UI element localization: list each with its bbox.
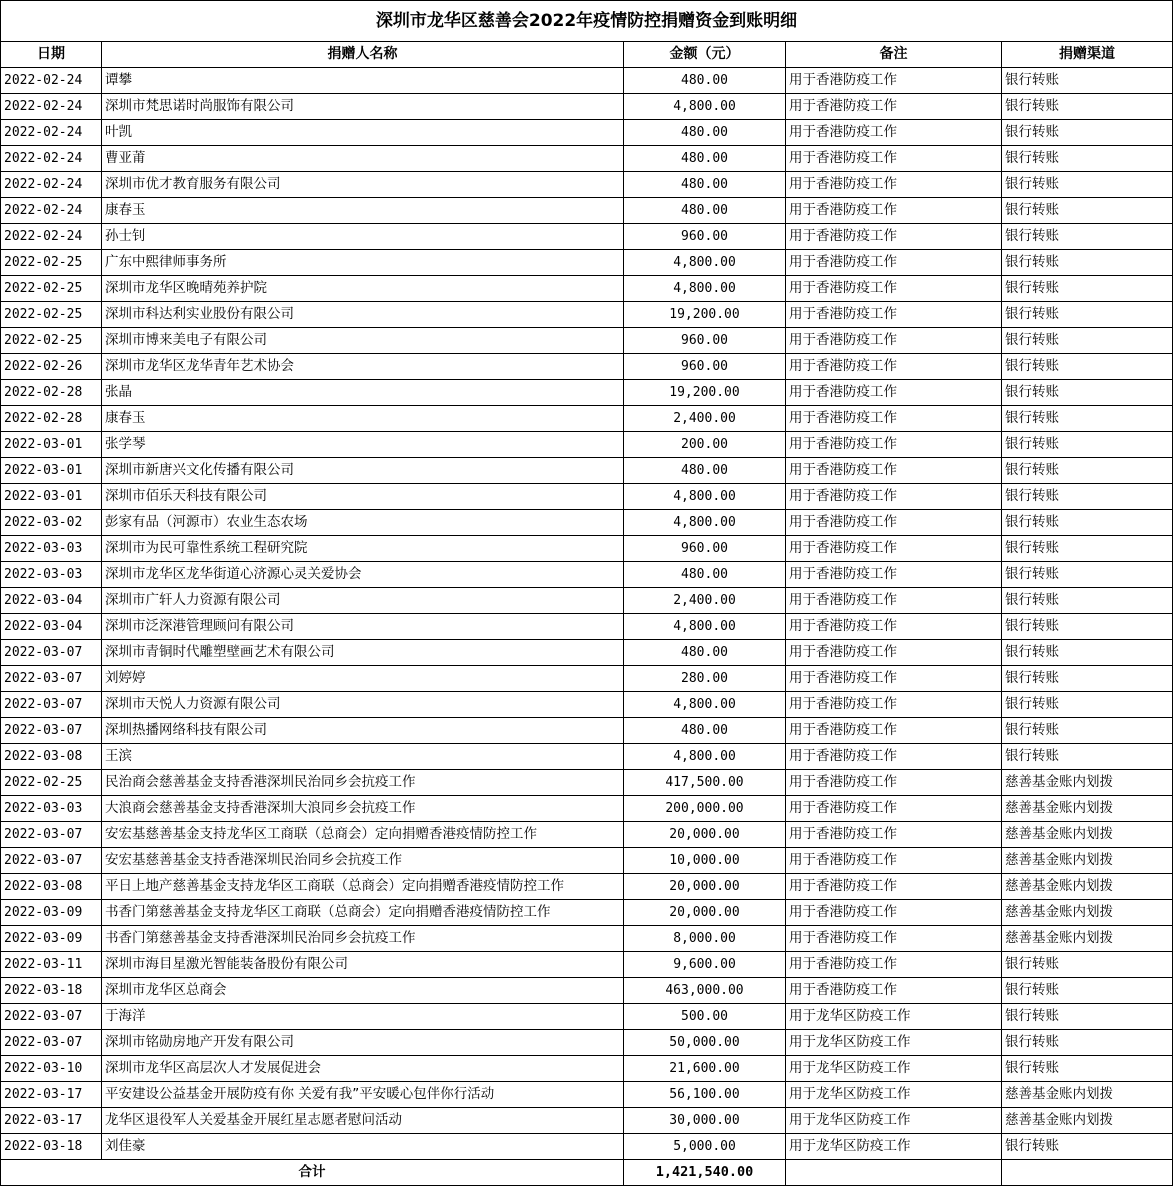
date-cell: 2022-03-04 (1, 614, 102, 640)
table-row (1, 874, 1173, 900)
remark-cell: 用于香港防疫工作 (786, 458, 1002, 484)
header-date: 日期 (1, 42, 102, 68)
date-cell: 2022-02-25 (1, 250, 102, 276)
donor-name-cell: 张晶 (102, 380, 624, 406)
table-row (1, 380, 1173, 406)
table-row (1, 250, 1173, 276)
date-cell: 2022-02-26 (1, 354, 102, 380)
donor-name-cell: 平安建设公益基金开展防疫有你 关爱有我”平安暖心包伴你行活动 (102, 1082, 624, 1108)
date-cell: 2022-03-18 (1, 1134, 102, 1160)
remark-cell: 用于香港防疫工作 (786, 900, 1002, 926)
donor-name-cell: 康春玉 (102, 198, 624, 224)
total-amount: 1,421,540.00 (624, 1160, 786, 1186)
amount-cell: 50,000.00 (624, 1030, 786, 1056)
remark-cell: 用于香港防疫工作 (786, 406, 1002, 432)
date-cell: 2022-03-07 (1, 848, 102, 874)
remark-cell: 用于香港防疫工作 (786, 172, 1002, 198)
date-cell: 2022-02-24 (1, 198, 102, 224)
channel-cell: 慈善基金账内划拨 (1002, 900, 1173, 926)
channel-cell: 银行转账 (1002, 406, 1173, 432)
donor-name-cell: 深圳市天悦人力资源有限公司 (102, 692, 624, 718)
amount-cell: 8,000.00 (624, 926, 786, 952)
date-cell: 2022-02-28 (1, 380, 102, 406)
donor-name-cell: 深圳市新唐兴文化传播有限公司 (102, 458, 624, 484)
remark-cell: 用于香港防疫工作 (786, 640, 1002, 666)
title-row (1, 1, 1173, 42)
amount-cell: 480.00 (624, 172, 786, 198)
date-cell: 2022-03-01 (1, 432, 102, 458)
remark-cell: 用于香港防疫工作 (786, 692, 1002, 718)
remark-cell: 用于香港防疫工作 (786, 510, 1002, 536)
donor-name-cell: 深圳市为民可靠性系统工程研究院 (102, 536, 624, 562)
donor-name-cell: 深圳市海目星激光智能装备股份有限公司 (102, 952, 624, 978)
date-cell: 2022-03-18 (1, 978, 102, 1004)
channel-cell: 银行转账 (1002, 458, 1173, 484)
amount-cell: 19,200.00 (624, 380, 786, 406)
table-row (1, 640, 1173, 666)
channel-cell: 慈善基金账内划拨 (1002, 822, 1173, 848)
channel-cell: 银行转账 (1002, 1134, 1173, 1160)
remark-cell: 用于香港防疫工作 (786, 952, 1002, 978)
donor-name-cell: 深圳市优才教育服务有限公司 (102, 172, 624, 198)
amount-cell: 4,800.00 (624, 510, 786, 536)
remark-cell: 用于香港防疫工作 (786, 614, 1002, 640)
donor-name-cell: 深圳市青铜时代雕塑壁画艺术有限公司 (102, 640, 624, 666)
donor-name-cell: 深圳市佰乐天科技有限公司 (102, 484, 624, 510)
amount-cell: 200,000.00 (624, 796, 786, 822)
table-row (1, 68, 1173, 94)
date-cell: 2022-03-09 (1, 926, 102, 952)
amount-cell: 30,000.00 (624, 1108, 786, 1134)
channel-cell: 银行转账 (1002, 562, 1173, 588)
channel-cell: 银行转账 (1002, 640, 1173, 666)
channel-cell: 银行转账 (1002, 198, 1173, 224)
donor-name-cell: 龙华区退役军人关爱基金开展红星志愿者慰问活动 (102, 1108, 624, 1134)
date-cell: 2022-02-25 (1, 276, 102, 302)
table-row (1, 120, 1173, 146)
date-cell: 2022-03-17 (1, 1108, 102, 1134)
channel-cell: 银行转账 (1002, 432, 1173, 458)
remark-cell: 用于香港防疫工作 (786, 198, 1002, 224)
donor-name-cell: 深圳市龙华区龙华街道心济源心灵关爱协会 (102, 562, 624, 588)
channel-cell: 银行转账 (1002, 1004, 1173, 1030)
date-cell: 2022-03-01 (1, 484, 102, 510)
table-row (1, 432, 1173, 458)
donor-name-cell: 彭家有品（河源市）农业生态农场 (102, 510, 624, 536)
amount-cell: 480.00 (624, 68, 786, 94)
channel-cell: 银行转账 (1002, 68, 1173, 94)
table-row (1, 822, 1173, 848)
remark-cell: 用于香港防疫工作 (786, 822, 1002, 848)
table-row (1, 94, 1173, 120)
remark-cell: 用于香港防疫工作 (786, 848, 1002, 874)
remark-cell: 用于香港防疫工作 (786, 250, 1002, 276)
total-remark-empty (786, 1160, 1002, 1186)
donor-name-cell: 孙士钊 (102, 224, 624, 250)
date-cell: 2022-03-07 (1, 692, 102, 718)
remark-cell: 用于香港防疫工作 (786, 874, 1002, 900)
channel-cell: 银行转账 (1002, 250, 1173, 276)
remark-cell: 用于香港防疫工作 (786, 354, 1002, 380)
table-row (1, 172, 1173, 198)
remark-cell: 用于香港防疫工作 (786, 224, 1002, 250)
amount-cell: 5,000.00 (624, 1134, 786, 1160)
donor-name-cell: 广东中熙律师事务所 (102, 250, 624, 276)
donor-name-cell: 刘婷婷 (102, 666, 624, 692)
channel-cell: 银行转账 (1002, 380, 1173, 406)
donor-name-cell: 王滨 (102, 744, 624, 770)
date-cell: 2022-03-11 (1, 952, 102, 978)
table-row (1, 1134, 1173, 1160)
channel-cell: 慈善基金账内划拨 (1002, 926, 1173, 952)
date-cell: 2022-03-03 (1, 536, 102, 562)
remark-cell: 用于香港防疫工作 (786, 380, 1002, 406)
remark-cell: 用于香港防疫工作 (786, 120, 1002, 146)
donor-name-cell: 刘佳豪 (102, 1134, 624, 1160)
amount-cell: 4,800.00 (624, 744, 786, 770)
table-row (1, 1056, 1173, 1082)
date-cell: 2022-03-01 (1, 458, 102, 484)
channel-cell: 银行转账 (1002, 614, 1173, 640)
amount-cell: 480.00 (624, 640, 786, 666)
date-cell: 2022-02-25 (1, 328, 102, 354)
donor-name-cell: 书香门第慈善基金支持龙华区工商联（总商会）定向捐赠香港疫情防控工作 (102, 900, 624, 926)
amount-cell: 480.00 (624, 562, 786, 588)
donor-name-cell: 曹亚莆 (102, 146, 624, 172)
channel-cell: 银行转账 (1002, 692, 1173, 718)
donor-name-cell: 深圳市龙华区高层次人才发展促进会 (102, 1056, 624, 1082)
amount-cell: 56,100.00 (624, 1082, 786, 1108)
remark-cell: 用于香港防疫工作 (786, 926, 1002, 952)
table-row (1, 328, 1173, 354)
date-cell: 2022-03-07 (1, 822, 102, 848)
date-cell: 2022-03-10 (1, 1056, 102, 1082)
amount-cell: 4,800.00 (624, 484, 786, 510)
table-row (1, 484, 1173, 510)
donor-name-cell: 谭攀 (102, 68, 624, 94)
remark-cell: 用于香港防疫工作 (786, 328, 1002, 354)
amount-cell: 4,800.00 (624, 692, 786, 718)
channel-cell: 银行转账 (1002, 588, 1173, 614)
donor-name-cell: 深圳市龙华区龙华青年艺术协会 (102, 354, 624, 380)
date-cell: 2022-02-28 (1, 406, 102, 432)
channel-cell: 慈善基金账内划拨 (1002, 796, 1173, 822)
total-row (1, 1160, 1173, 1186)
table-row (1, 1082, 1173, 1108)
amount-cell: 20,000.00 (624, 900, 786, 926)
donor-name-cell: 深圳市科达利实业股份有限公司 (102, 302, 624, 328)
remark-cell: 用于香港防疫工作 (786, 302, 1002, 328)
sheet-title: 深圳市龙华区慈善会2022年疫情防控捐赠资金到账明细 (1, 1, 1173, 42)
amount-cell: 500.00 (624, 1004, 786, 1030)
remark-cell: 用于香港防疫工作 (786, 432, 1002, 458)
amount-cell: 20,000.00 (624, 874, 786, 900)
table-row (1, 536, 1173, 562)
channel-cell: 银行转账 (1002, 172, 1173, 198)
amount-cell: 960.00 (624, 536, 786, 562)
date-cell: 2022-03-07 (1, 666, 102, 692)
amount-cell: 480.00 (624, 146, 786, 172)
date-cell: 2022-03-08 (1, 744, 102, 770)
date-cell: 2022-03-07 (1, 640, 102, 666)
date-cell: 2022-02-24 (1, 172, 102, 198)
remark-cell: 用于香港防疫工作 (786, 146, 1002, 172)
channel-cell: 慈善基金账内划拨 (1002, 848, 1173, 874)
date-cell: 2022-02-25 (1, 302, 102, 328)
amount-cell: 21,600.00 (624, 1056, 786, 1082)
amount-cell: 280.00 (624, 666, 786, 692)
date-cell: 2022-03-09 (1, 900, 102, 926)
amount-cell: 4,800.00 (624, 94, 786, 120)
donor-name-cell: 大浪商会慈善基金支持香港深圳大浪同乡会抗疫工作 (102, 796, 624, 822)
donor-name-cell: 书香门第慈善基金支持香港深圳民治同乡会抗疫工作 (102, 926, 624, 952)
amount-cell: 200.00 (624, 432, 786, 458)
table-body (1, 68, 1173, 1160)
remark-cell: 用于香港防疫工作 (786, 94, 1002, 120)
table-row (1, 146, 1173, 172)
table-row (1, 302, 1173, 328)
channel-cell: 银行转账 (1002, 510, 1173, 536)
date-cell: 2022-03-17 (1, 1082, 102, 1108)
table-row (1, 692, 1173, 718)
amount-cell: 20,000.00 (624, 822, 786, 848)
remark-cell: 用于香港防疫工作 (786, 770, 1002, 796)
total-label: 合计 (1, 1160, 624, 1186)
donor-name-cell: 深圳市博来美电子有限公司 (102, 328, 624, 354)
table-row (1, 666, 1173, 692)
donor-name-cell: 民治商会慈善基金支持香港深圳民治同乡会抗疫工作 (102, 770, 624, 796)
amount-cell: 480.00 (624, 718, 786, 744)
table-row (1, 562, 1173, 588)
amount-cell: 960.00 (624, 354, 786, 380)
table-row (1, 406, 1173, 432)
channel-cell: 银行转账 (1002, 354, 1173, 380)
date-cell: 2022-03-02 (1, 510, 102, 536)
table-row (1, 1004, 1173, 1030)
amount-cell: 463,000.00 (624, 978, 786, 1004)
channel-cell: 银行转账 (1002, 666, 1173, 692)
donor-name-cell: 深圳市梵思诺时尚服饰有限公司 (102, 94, 624, 120)
table-row (1, 848, 1173, 874)
amount-cell: 2,400.00 (624, 588, 786, 614)
table-row (1, 1108, 1173, 1134)
remark-cell: 用于龙华区防疫工作 (786, 1082, 1002, 1108)
table-row (1, 276, 1173, 302)
header-amount: 金额（元） (624, 42, 786, 68)
remark-cell: 用于香港防疫工作 (786, 978, 1002, 1004)
table-row (1, 614, 1173, 640)
table-row (1, 900, 1173, 926)
date-cell: 2022-02-24 (1, 120, 102, 146)
donor-name-cell: 安宏基慈善基金支持龙华区工商联（总商会）定向捐赠香港疫情防控工作 (102, 822, 624, 848)
amount-cell: 480.00 (624, 120, 786, 146)
date-cell: 2022-02-25 (1, 770, 102, 796)
channel-cell: 银行转账 (1002, 120, 1173, 146)
remark-cell: 用于香港防疫工作 (786, 562, 1002, 588)
amount-cell: 480.00 (624, 458, 786, 484)
header-channel: 捐赠渠道 (1002, 42, 1173, 68)
remark-cell: 用于香港防疫工作 (786, 68, 1002, 94)
channel-cell: 银行转账 (1002, 94, 1173, 120)
channel-cell: 银行转账 (1002, 302, 1173, 328)
remark-cell: 用于香港防疫工作 (786, 276, 1002, 302)
channel-cell: 慈善基金账内划拨 (1002, 1082, 1173, 1108)
donor-name-cell: 深圳市龙华区晚晴苑养护院 (102, 276, 624, 302)
amount-cell: 4,800.00 (624, 250, 786, 276)
table-row (1, 458, 1173, 484)
table-row (1, 510, 1173, 536)
date-cell: 2022-03-07 (1, 1030, 102, 1056)
channel-cell: 银行转账 (1002, 952, 1173, 978)
header-remark: 备注 (786, 42, 1002, 68)
donor-name-cell: 深圳市泛深港管理顾问有限公司 (102, 614, 624, 640)
remark-cell: 用于香港防疫工作 (786, 718, 1002, 744)
table-row (1, 354, 1173, 380)
table-row (1, 744, 1173, 770)
date-cell: 2022-03-03 (1, 796, 102, 822)
channel-cell: 银行转账 (1002, 224, 1173, 250)
donor-name-cell: 张学琴 (102, 432, 624, 458)
table-row (1, 978, 1173, 1004)
channel-cell: 银行转账 (1002, 744, 1173, 770)
date-cell: 2022-02-24 (1, 94, 102, 120)
channel-cell: 银行转账 (1002, 276, 1173, 302)
table-row (1, 198, 1173, 224)
remark-cell: 用于龙华区防疫工作 (786, 1030, 1002, 1056)
amount-cell: 9,600.00 (624, 952, 786, 978)
date-cell: 2022-03-08 (1, 874, 102, 900)
remark-cell: 用于龙华区防疫工作 (786, 1056, 1002, 1082)
date-cell: 2022-03-04 (1, 588, 102, 614)
donor-name-cell: 叶凯 (102, 120, 624, 146)
amount-cell: 4,800.00 (624, 276, 786, 302)
date-cell: 2022-02-24 (1, 224, 102, 250)
donor-name-cell: 深圳市广轩人力资源有限公司 (102, 588, 624, 614)
remark-cell: 用于香港防疫工作 (786, 588, 1002, 614)
amount-cell: 4,800.00 (624, 614, 786, 640)
channel-cell: 慈善基金账内划拨 (1002, 1108, 1173, 1134)
remark-cell: 用于香港防疫工作 (786, 796, 1002, 822)
table-row (1, 224, 1173, 250)
channel-cell: 银行转账 (1002, 484, 1173, 510)
table-row (1, 952, 1173, 978)
remark-cell: 用于香港防疫工作 (786, 744, 1002, 770)
remark-cell: 用于龙华区防疫工作 (786, 1004, 1002, 1030)
date-cell: 2022-03-07 (1, 718, 102, 744)
channel-cell: 银行转账 (1002, 1030, 1173, 1056)
date-cell: 2022-03-07 (1, 1004, 102, 1030)
remark-cell: 用于龙华区防疫工作 (786, 1134, 1002, 1160)
header-row (1, 42, 1173, 68)
table-row (1, 718, 1173, 744)
donor-name-cell: 深圳热播网络科技有限公司 (102, 718, 624, 744)
date-cell: 2022-02-24 (1, 146, 102, 172)
donor-name-cell: 深圳市铭勋房地产开发有限公司 (102, 1030, 624, 1056)
donor-name-cell: 康春玉 (102, 406, 624, 432)
channel-cell: 慈善基金账内划拨 (1002, 874, 1173, 900)
remark-cell: 用于香港防疫工作 (786, 484, 1002, 510)
date-cell: 2022-03-03 (1, 562, 102, 588)
table-row (1, 926, 1173, 952)
donor-name-cell: 深圳市龙华区总商会 (102, 978, 624, 1004)
amount-cell: 960.00 (624, 224, 786, 250)
channel-cell: 银行转账 (1002, 328, 1173, 354)
amount-cell: 2,400.00 (624, 406, 786, 432)
channel-cell: 银行转账 (1002, 1056, 1173, 1082)
table-row (1, 1030, 1173, 1056)
channel-cell: 银行转账 (1002, 718, 1173, 744)
donor-name-cell: 安宏基慈善基金支持香港深圳民治同乡会抗疫工作 (102, 848, 624, 874)
table-row (1, 588, 1173, 614)
amount-cell: 19,200.00 (624, 302, 786, 328)
amount-cell: 417,500.00 (624, 770, 786, 796)
remark-cell: 用于香港防疫工作 (786, 536, 1002, 562)
amount-cell: 480.00 (624, 198, 786, 224)
table-row (1, 796, 1173, 822)
amount-cell: 960.00 (624, 328, 786, 354)
table-row (1, 770, 1173, 796)
total-channel-empty (1002, 1160, 1173, 1186)
remark-cell: 用于龙华区防疫工作 (786, 1108, 1002, 1134)
channel-cell: 银行转账 (1002, 536, 1173, 562)
channel-cell: 银行转账 (1002, 146, 1173, 172)
channel-cell: 银行转账 (1002, 978, 1173, 1004)
remark-cell: 用于香港防疫工作 (786, 666, 1002, 692)
channel-cell: 慈善基金账内划拨 (1002, 770, 1173, 796)
donor-name-cell: 于海洋 (102, 1004, 624, 1030)
amount-cell: 10,000.00 (624, 848, 786, 874)
date-cell: 2022-02-24 (1, 68, 102, 94)
header-donor-name: 捐赠人名称 (102, 42, 624, 68)
donor-name-cell: 平日上地产慈善基金支持龙华区工商联（总商会）定向捐赠香港疫情防控工作 (102, 874, 624, 900)
